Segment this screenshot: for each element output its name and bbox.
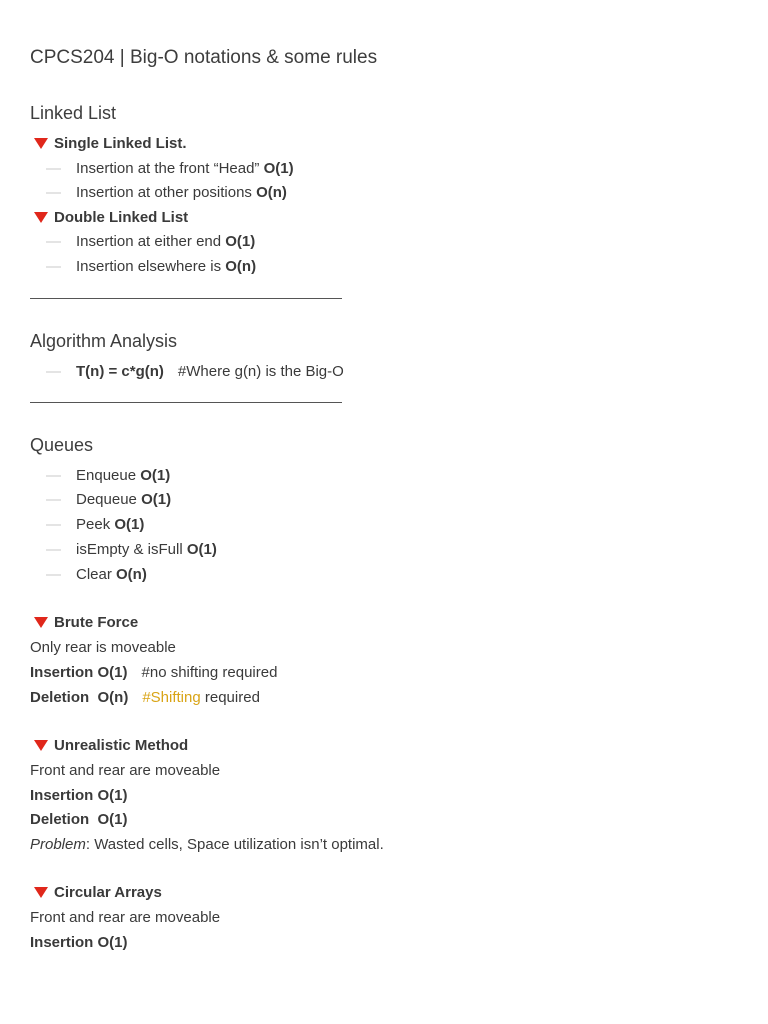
item-text: Insertion at the front “Head” xyxy=(76,160,264,177)
unrealistic-problem xyxy=(30,835,384,855)
item-text: Clear xyxy=(76,566,117,583)
divider xyxy=(30,402,342,403)
list-item xyxy=(46,540,217,560)
dash-bullet: — xyxy=(46,258,61,275)
divider xyxy=(30,298,342,299)
item-text: Insertion at either end xyxy=(76,233,226,250)
dash-bullet: — xyxy=(46,363,61,380)
heading-algorithm-analysis: Algorithm Analysis xyxy=(30,331,178,351)
triangle-down-icon[interactable] xyxy=(34,740,48,751)
item-complexity: O(1) xyxy=(140,467,171,484)
item-complexity: O(1) xyxy=(225,233,256,250)
item-text: Peek xyxy=(76,516,115,533)
single-linked-list-label: Single Linked List. xyxy=(54,135,187,152)
deletion-complexity: Deletion O(n) xyxy=(30,689,129,706)
toggle-single-linked-list[interactable] xyxy=(30,134,187,154)
list-item xyxy=(46,466,170,486)
dash-bullet: — xyxy=(46,516,61,533)
list-item xyxy=(46,183,287,203)
item-complexity: O(1) xyxy=(114,516,145,533)
insertion-note: #no shifting required xyxy=(141,664,278,681)
circular-insertion xyxy=(30,933,128,953)
list-item xyxy=(46,257,256,277)
item-text: Dequeue xyxy=(76,491,142,508)
dash-bullet: — xyxy=(46,160,61,177)
dash-bullet: — xyxy=(46,184,61,201)
brute-force-label: Brute Force xyxy=(54,614,139,631)
dash-bullet: — xyxy=(46,566,61,583)
item-text: isEmpty & isFull xyxy=(76,541,187,558)
list-item xyxy=(46,565,147,585)
brute-force-insertion xyxy=(30,663,277,683)
item-complexity: O(n) xyxy=(256,184,287,201)
triangle-down-icon[interactable] xyxy=(34,212,48,223)
deletion-complexity: Deletion O(1) xyxy=(30,811,128,828)
dash-bullet: — xyxy=(46,467,61,484)
double-linked-list-label: Double Linked List xyxy=(54,209,189,226)
unrealistic-method-label: Unrealistic Method xyxy=(54,737,189,754)
toggle-double-linked-list[interactable] xyxy=(30,208,188,228)
page-title: CPCS204 | Big-O notations & some rules xyxy=(30,47,378,68)
heading-queues: Queues xyxy=(30,435,94,455)
item-complexity: O(1) xyxy=(141,491,172,508)
item-complexity: O(n) xyxy=(116,566,147,583)
toggle-circular-arrays[interactable] xyxy=(30,883,162,903)
insertion-complexity: Insertion O(1) xyxy=(30,934,128,951)
item-complexity: O(1) xyxy=(186,541,217,558)
list-item xyxy=(46,362,344,382)
dash-bullet: — xyxy=(46,491,61,508)
triangle-down-icon[interactable] xyxy=(34,617,48,628)
dash-bullet: — xyxy=(46,233,61,250)
problem-text: : Wasted cells, Space utilization isn’t optimal. xyxy=(85,836,384,853)
dash-bullet: — xyxy=(46,541,61,558)
item-text: Insertion elsewhere is xyxy=(76,258,226,275)
unrealistic-deletion xyxy=(30,810,128,830)
brute-force-deletion xyxy=(30,688,260,708)
unrealistic-desc: Front and rear are moveable xyxy=(30,762,221,779)
problem-label: Problem xyxy=(30,836,86,853)
list-item xyxy=(46,490,171,510)
item-complexity: O(n) xyxy=(225,258,257,275)
circular-desc: Front and rear are moveable xyxy=(30,909,221,926)
item-text: Enqueue xyxy=(76,467,141,484)
toggle-unrealistic-method[interactable] xyxy=(30,736,188,756)
circular-arrays-label: Circular Arrays xyxy=(54,884,162,901)
formula: T(n) = c*g(n) xyxy=(76,363,164,380)
item-complexity: O(1) xyxy=(263,160,294,177)
toggle-brute-force[interactable] xyxy=(30,613,138,633)
list-item xyxy=(46,515,144,535)
heading-linked-list: Linked List xyxy=(30,103,117,123)
formula-comment: #Where g(n) is the Big-O xyxy=(177,363,344,380)
deletion-note: required xyxy=(200,689,260,706)
brute-force-desc: Only rear is moveable xyxy=(30,639,176,656)
triangle-down-icon[interactable] xyxy=(34,887,48,898)
insertion-complexity: Insertion O(1) xyxy=(30,787,128,804)
item-text: Insertion at other positions xyxy=(76,184,257,201)
list-item xyxy=(46,159,294,179)
unrealistic-insertion xyxy=(30,786,128,806)
list-item xyxy=(46,232,255,252)
shifting-tag[interactable]: #Shifting xyxy=(142,689,201,706)
triangle-down-icon[interactable] xyxy=(34,138,48,149)
insertion-complexity: Insertion O(1) xyxy=(30,664,128,681)
